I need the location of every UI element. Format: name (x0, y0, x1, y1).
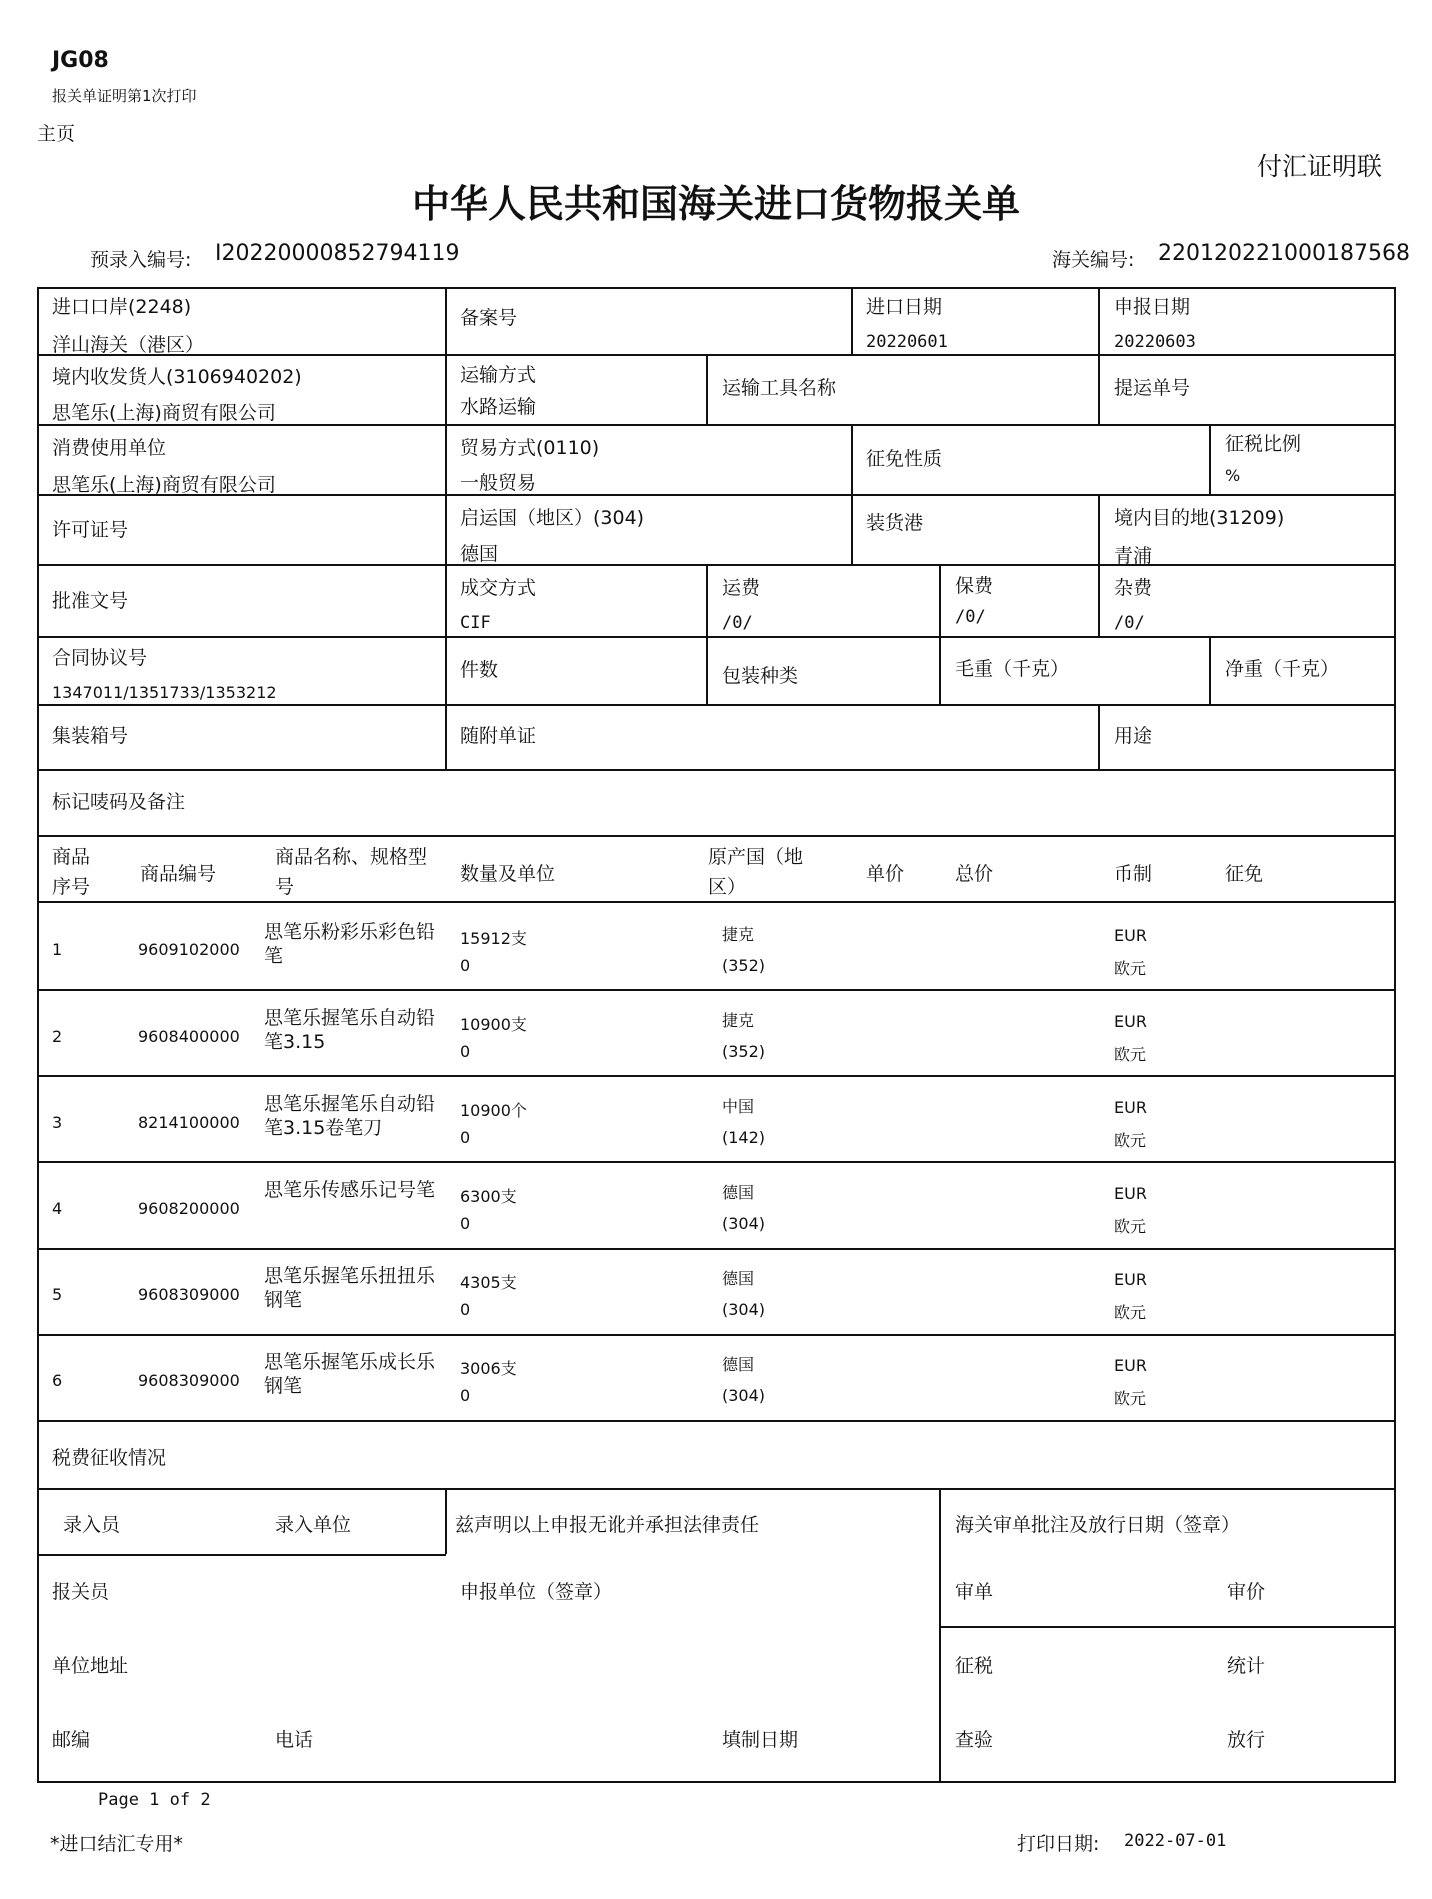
goods-name: 思笔乐握笔乐自动铅笔3.15卷笔刀 (264, 1093, 436, 1139)
goods-header-code: 商品编号 (140, 863, 217, 885)
goods-currency: EUR (1114, 1184, 1147, 1203)
insurance-label: 保费 (955, 575, 994, 597)
goods-currency: EUR (1114, 1270, 1147, 1289)
print-date: 2022-07-01 (1124, 1831, 1227, 1851)
goods-currency: EUR (1114, 1098, 1147, 1117)
departure-country-label: 启运国（地区）(304) (460, 507, 645, 529)
goods-origin: 中国 (722, 1097, 755, 1116)
goods-code: 9608309000 (138, 1285, 240, 1304)
print-count: 报关单证明第1次打印 (52, 87, 197, 105)
consumer-label: 消费使用单位 (52, 437, 167, 459)
goods-header-seq: 商品序号 (52, 846, 91, 898)
tax-ratio: % (1225, 466, 1241, 485)
record-no-label: 备案号 (460, 307, 518, 329)
pricing-label: 审价 (1227, 1581, 1266, 1603)
goods-header-name: 商品名称、规格型号 (275, 846, 428, 898)
row-divider (37, 1161, 1396, 1163)
deal-mode-label: 成交方式 (460, 577, 537, 599)
goods-qty: 3006支 (460, 1359, 517, 1378)
goods-header-unit-price: 单价 (866, 863, 905, 885)
customs-no-label: 海关编号: (1052, 249, 1135, 271)
statistics-label: 统计 (1227, 1655, 1266, 1677)
goods-qty2: 0 (460, 1386, 471, 1405)
postcode-label: 邮编 (52, 1729, 91, 1751)
misc-fee: /0/ (1114, 613, 1145, 633)
goods-qty2: 0 (460, 1300, 471, 1319)
goods-qty: 10900支 (460, 1015, 527, 1034)
goods-origin-code: (352) (722, 1042, 766, 1061)
fill-date-label: 填制日期 (722, 1729, 799, 1751)
row-divider (37, 354, 1396, 356)
import-port: 洋山海关（港区） (52, 334, 205, 356)
misc-fee-label: 杂费 (1114, 577, 1153, 599)
goods-currency: EUR (1114, 1356, 1147, 1375)
col-divider (445, 1488, 447, 1554)
import-date: 20220601 (866, 332, 948, 352)
goods-seq: 2 (52, 1027, 63, 1046)
departure-country: 德国 (460, 543, 499, 565)
transport-mode-label: 运输方式 (460, 364, 537, 386)
goods-currency-name: 欧元 (1114, 959, 1147, 978)
goods-currency-name: 欧元 (1114, 1045, 1147, 1064)
row-divider (37, 769, 1396, 771)
import-date-label: 进口日期 (866, 296, 943, 318)
goods-header-levy: 征免 (1225, 863, 1264, 885)
row-divider (37, 1554, 446, 1556)
marks-label: 标记唛码及备注 (52, 791, 186, 813)
broker-label: 报关员 (52, 1581, 110, 1603)
row-divider (37, 1334, 1396, 1336)
goods-code: 9608400000 (138, 1027, 240, 1046)
goods-currency-name: 欧元 (1114, 1303, 1147, 1322)
col-divider (851, 424, 853, 564)
row-divider (37, 1075, 1396, 1077)
net-weight-label: 净重（千克） (1225, 658, 1340, 680)
phone-label: 电话 (275, 1729, 314, 1751)
row-divider (37, 564, 1396, 566)
goods-seq: 4 (52, 1199, 63, 1218)
goods-origin: 捷克 (722, 925, 755, 944)
goods-origin-code: (352) (722, 956, 766, 975)
approval-label: 批准文号 (52, 590, 129, 612)
package-label: 包装种类 (722, 665, 799, 687)
transport-mode: 水路运输 (460, 396, 537, 418)
row-divider (940, 1626, 1396, 1628)
row-divider (37, 835, 1396, 837)
goods-qty2: 0 (460, 1042, 471, 1061)
inspection-label: 查验 (955, 1729, 994, 1751)
declare-date: 20220603 (1114, 332, 1196, 352)
consignee: 思笔乐(上海)商贸有限公司 (52, 402, 276, 424)
goods-name: 思笔乐握笔乐成长乐钢笔 (264, 1351, 436, 1397)
goods-currency-name: 欧元 (1114, 1131, 1147, 1150)
col-divider (706, 564, 708, 704)
tax-collection-label: 征税 (955, 1655, 994, 1677)
contract-label: 合同协议号 (52, 647, 148, 669)
pieces-label: 件数 (460, 659, 499, 681)
declare-date-label: 申报日期 (1114, 296, 1191, 318)
goods-header-origin: 原产国（地区） (708, 846, 804, 898)
deal-mode: CIF (460, 613, 491, 633)
goods-qty2: 0 (460, 1214, 471, 1233)
col-divider (939, 564, 941, 704)
goods-qty2: 0 (460, 956, 471, 975)
entry-unit-label: 录入单位 (275, 1514, 352, 1536)
trade-mode-label: 贸易方式(0110) (460, 437, 600, 459)
goods-seq: 3 (52, 1113, 63, 1132)
col-divider (851, 287, 853, 354)
goods-seq: 5 (52, 1285, 63, 1304)
container-label: 集装箱号 (52, 725, 129, 747)
page-number: Page 1 of 2 (98, 1790, 211, 1810)
goods-origin: 捷克 (722, 1011, 755, 1030)
goods-origin: 德国 (722, 1183, 755, 1202)
goods-seq: 6 (52, 1371, 63, 1390)
customs-number: 220120221000187568 (1158, 241, 1410, 266)
levy-nature-label: 征免性质 (866, 448, 943, 470)
loading-port-label: 装货港 (866, 512, 924, 534)
row-divider (37, 1488, 1396, 1490)
goods-code: 9609102000 (138, 940, 240, 959)
goods-origin-code: (142) (722, 1128, 766, 1147)
freight: /0/ (722, 613, 753, 633)
goods-code: 9608309000 (138, 1371, 240, 1390)
customs-approval-label: 海关审单批注及放行日期（签章） (955, 1514, 1241, 1536)
goods-origin-code: (304) (722, 1214, 766, 1233)
goods-currency: EUR (1114, 1012, 1147, 1031)
print-date-label: 打印日期: (1017, 1833, 1100, 1855)
address-label: 单位地址 (52, 1655, 129, 1677)
goods-seq: 1 (52, 940, 63, 959)
consumer: 思笔乐(上海)商贸有限公司 (52, 474, 276, 496)
goods-origin: 德国 (722, 1269, 755, 1288)
contract-number: 1347011/1351733/1353212 (52, 683, 277, 702)
pre-entry-label: 预录入编号: (90, 249, 192, 271)
tax-ratio-label: 征税比例 (1225, 433, 1302, 455)
freight-label: 运费 (722, 577, 761, 599)
pre-entry-number: I20220000852794119 (215, 241, 460, 266)
goods-name: 思笔乐传感乐记号笔 (264, 1179, 436, 1201)
goods-origin-code: (304) (722, 1300, 766, 1319)
goods-qty2: 0 (460, 1128, 471, 1147)
tax-levy-label: 税费征收情况 (52, 1447, 167, 1469)
consignee-label: 境内收发货人(3106940202) (52, 366, 302, 388)
goods-currency-name: 欧元 (1114, 1217, 1147, 1236)
col-divider (1098, 704, 1100, 769)
import-port-label: 进口口岸(2248) (52, 296, 192, 318)
form-code: JG08 (52, 48, 109, 73)
goods-qty: 10900个 (460, 1101, 527, 1120)
destination: 青浦 (1114, 545, 1153, 567)
goods-currency: EUR (1114, 926, 1147, 945)
documents-label: 随附单证 (460, 725, 537, 747)
col-divider (939, 1488, 941, 1783)
goods-origin-code: (304) (722, 1386, 766, 1405)
home-link[interactable]: 主页 (37, 123, 76, 145)
col-divider (445, 287, 447, 769)
goods-name: 思笔乐握笔乐自动铅笔3.15 (264, 1007, 436, 1053)
goods-header-qty: 数量及单位 (460, 863, 556, 885)
license-label: 许可证号 (52, 519, 129, 541)
usage-label: 用途 (1114, 725, 1153, 747)
purpose-note: *进口结汇专用* (50, 1833, 184, 1855)
row-divider (37, 704, 1396, 706)
vehicle-label: 运输工具名称 (722, 377, 837, 399)
goods-qty: 4305支 (460, 1273, 517, 1292)
col-divider (1209, 636, 1211, 704)
goods-origin: 德国 (722, 1355, 755, 1374)
release-label: 放行 (1227, 1729, 1266, 1751)
goods-qty: 15912支 (460, 929, 527, 948)
goods-header-total: 总价 (955, 863, 994, 885)
trade-mode: 一般贸易 (460, 472, 537, 494)
row-divider (37, 1248, 1396, 1250)
bill-label: 提运单号 (1114, 377, 1191, 399)
copy-type: 付汇证明联 (1257, 152, 1383, 181)
gross-weight-label: 毛重（千克） (955, 658, 1070, 680)
declare-unit-label: 申报单位（签章） (460, 1581, 613, 1603)
goods-name: 思笔乐粉彩乐彩色铅笔 (264, 921, 436, 967)
col-divider (1209, 424, 1211, 494)
goods-currency-name: 欧元 (1114, 1389, 1147, 1408)
col-divider (706, 354, 708, 424)
row-divider (37, 989, 1396, 991)
page-title: 中华人民共和国海关进口货物报关单 (411, 182, 1020, 226)
entry-clerk-label: 录入员 (63, 1514, 121, 1536)
row-divider (37, 1420, 1396, 1422)
col-divider (1098, 494, 1100, 636)
goods-header-currency: 币制 (1114, 863, 1153, 885)
col-divider (1098, 287, 1100, 424)
goods-code: 9608200000 (138, 1199, 240, 1218)
destination-label: 境内目的地(31209) (1114, 507, 1285, 529)
declaration-text: 兹声明以上申报无讹并承担法律责任 (455, 1514, 760, 1536)
insurance: /0/ (955, 607, 986, 627)
goods-name: 思笔乐握笔乐扭扭乐钢笔 (264, 1265, 436, 1311)
goods-qty: 6300支 (460, 1187, 517, 1206)
goods-code: 8214100000 (138, 1113, 240, 1132)
row-divider (37, 636, 1396, 638)
review-label: 审单 (955, 1581, 994, 1603)
